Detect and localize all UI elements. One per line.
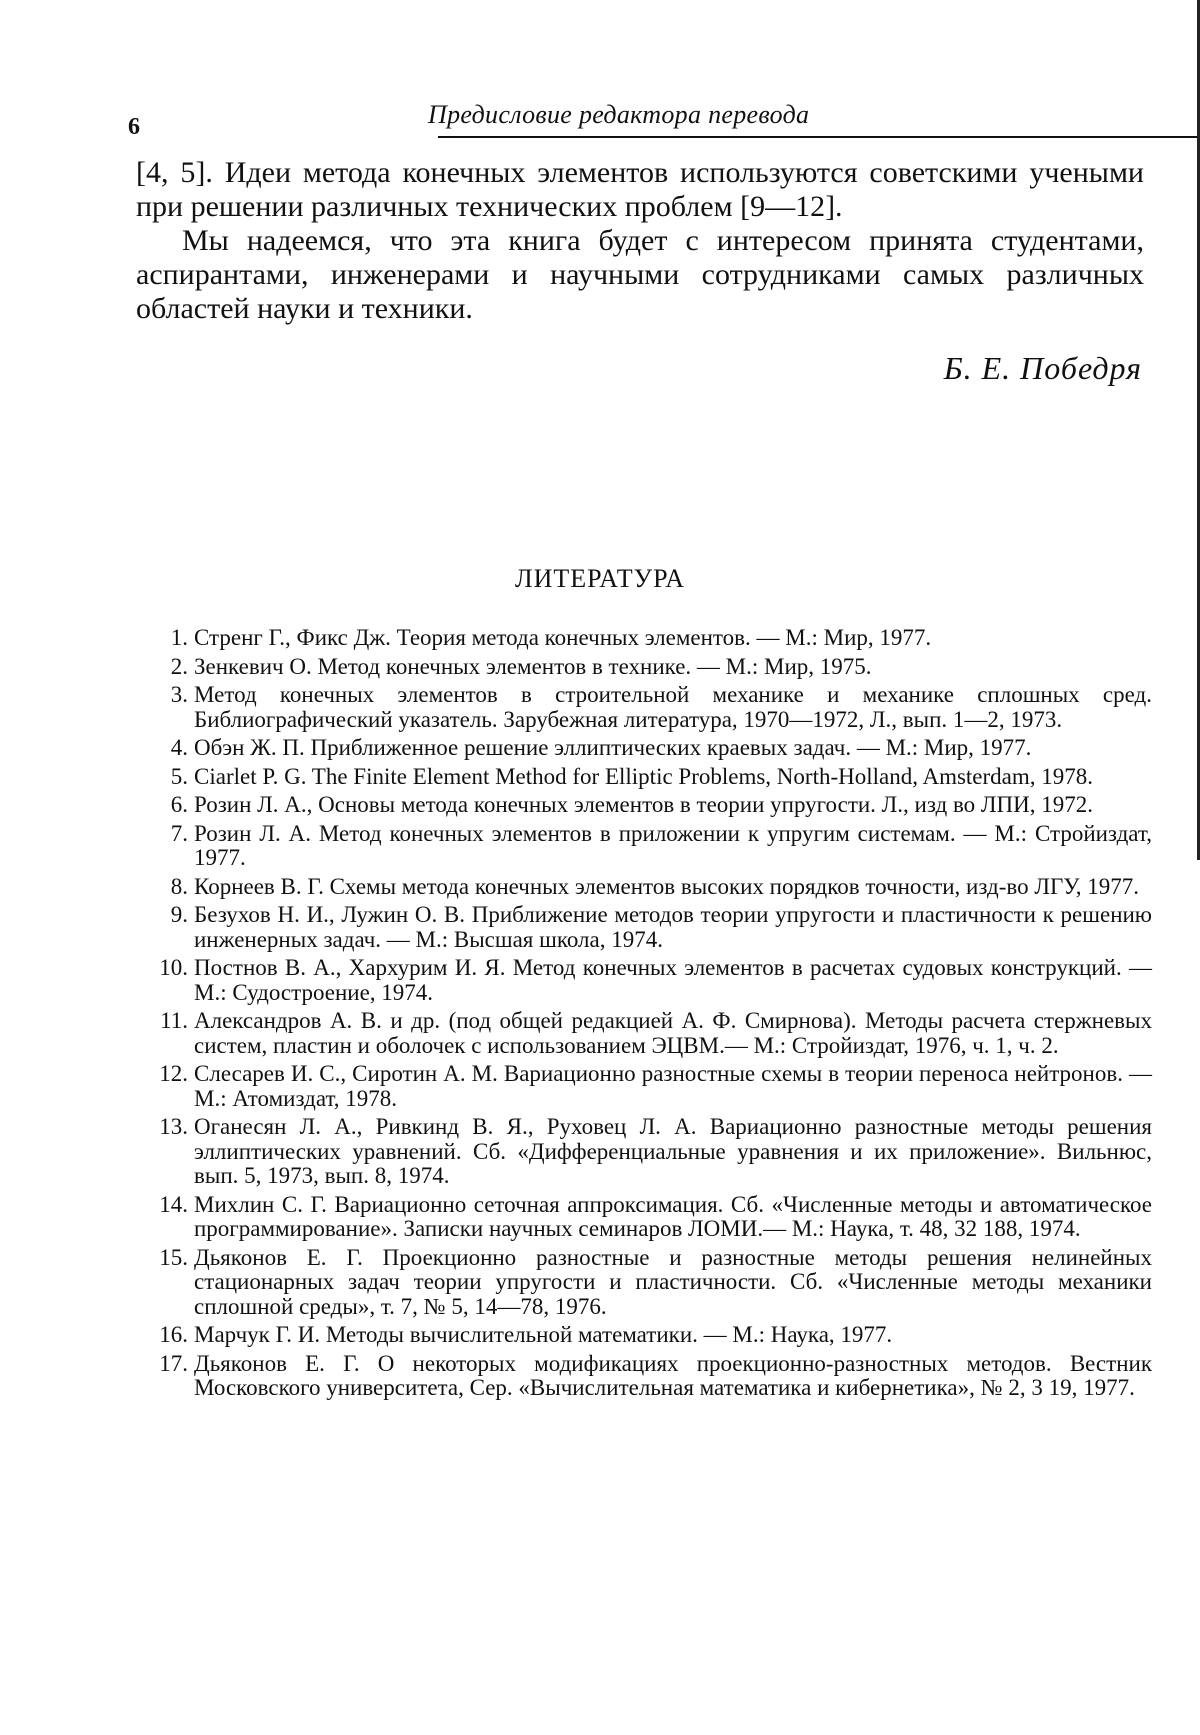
reference-text: Александров А. В. и др. (под общей редакцией А. Ф. Смирнова). Методы расчета стержневых систем, пластин и оболочек с использованием ЭЦВМ.— М.: Стройиздат, 1976, ч. 1, ч. 2.	[194, 1008, 1152, 1058]
reference-number: 17.	[159, 1350, 188, 1376]
reference-item	[152, 793, 1152, 818]
reference-text: Обэн Ж. П. Приближенное решение эллиптических краевых задач. — М.: Мир, 1977.	[194, 735, 1032, 760]
reference-item	[152, 736, 1152, 761]
reference-number: 16.	[159, 1322, 188, 1347]
reference-number: 14.	[159, 1191, 188, 1217]
reference-item	[152, 822, 1152, 871]
reference-text: Розин Л. А. Метод конечных элементов в приложении к упругим системам. — М.: Стройиздат, 1977.	[194, 820, 1152, 870]
reference-item	[152, 655, 1152, 680]
page-number: 6	[128, 114, 140, 140]
reference-text: Дьяконов Е. Г. О некоторых модификациях проекционно-разностных методов. Вестник Московского университета, Сер. «Вычислительная математика и кибернетика», № 2, 3 19, 1977.	[194, 1350, 1152, 1400]
running-head: Предисловие редактора перевода	[428, 100, 810, 129]
reference-text: Корнеев В. Г. Схемы метода конечных элементов высоких порядков точности, изд-во ЛГУ, 1977.	[194, 873, 1140, 899]
reference-number: 6.	[170, 792, 188, 817]
preface-text	[136, 156, 1144, 326]
reference-text: Оганесян Л. А., Ривкинд В. Я., Руховец Л. А. Вариационно разностные методы решения эллиптических уравнений. Сб. «Дифференциальные уравнения и их приложение». Вильнюс, вып. 5, 1973, вып. 8, 1974.	[194, 1114, 1152, 1188]
preface-paragraph-1: [4, 5]. Идеи метода конечных элементов используются советскими учеными при решении различных технических проблем [9—12].	[136, 156, 1144, 223]
reference-number: 4.	[170, 735, 188, 760]
reference-item	[152, 626, 1152, 651]
reference-item	[152, 1009, 1152, 1058]
reference-item	[152, 1246, 1152, 1320]
reference-item	[152, 903, 1152, 952]
reference-item	[152, 683, 1152, 732]
reference-number: 13.	[159, 1114, 188, 1139]
reference-item	[152, 1115, 1152, 1189]
reference-text: Слесарев И. С., Сиротин А. М. Вариационно разностные схемы в теории переноса нейтронов. — М.: Атомиздат, 1978.	[194, 1061, 1152, 1111]
reference-number: 5.	[170, 763, 188, 789]
reference-text: Безухов Н. И., Лужин О. В. Приближение методов теории упругости и пластичности к решению инженерных задач. — М.: Высшая школа, 1974.	[194, 902, 1152, 952]
reference-item	[152, 1193, 1152, 1242]
reference-number: 2.	[170, 653, 188, 679]
reference-list	[152, 626, 1152, 1405]
reference-item	[152, 1062, 1152, 1111]
reference-text: Ciarlet P. G. The Finite Element Method for Elliptic Problems, North-Holland, Amsterdam, 1978.	[194, 763, 1094, 789]
reference-item	[152, 956, 1152, 1005]
literature-title: ЛИТЕРАТУРА	[515, 564, 685, 593]
reference-number: 3.	[170, 682, 188, 707]
reference-text: Метод конечных элементов в строительной механике и механике сплошных сред. Библиографический указатель. Зарубежная литература, 1970—1972, Л., вып. 1—2, 1973.	[194, 682, 1152, 732]
reference-item	[152, 1323, 1152, 1348]
reference-text: Стренг Г., Фикс Дж. Теория метода конечных элементов. — М.: Мир, 1977.	[194, 625, 932, 650]
header-rule	[438, 136, 1200, 138]
reference-text: Постнов В. А., Хархурим И. Я. Метод конечных элементов в расчетах судовых конструкций. — М.: Судостроение, 1974.	[194, 955, 1152, 1005]
preface-paragraph-2: Мы надеемся, что эта книга будет с интересом принята студентами, аспирантами, инженерами и научными сотрудниками самых различных областей науки и техники.	[136, 224, 1144, 325]
reference-number: 8.	[170, 873, 188, 899]
reference-number: 9.	[170, 902, 188, 927]
reference-number: 15.	[159, 1244, 188, 1270]
reference-number: 1.	[170, 625, 188, 650]
reference-item	[152, 875, 1152, 900]
reference-text: Розин Л. А., Основы метода конечных элементов в теории упругости. Л., изд во ЛПИ, 1972.	[194, 792, 1093, 817]
page-header	[128, 96, 1140, 140]
reference-text: Дьяконов Е. Г. Проекционно разностные и разностные методы решения нелинейных стационарных задач теории упругости и пластичности. Сб. «Численные методы механики сплошной среды», т. 7, № 5, 14—78, 1976.	[194, 1244, 1152, 1319]
reference-text: Михлин С. Г. Вариационно сеточная аппроксимация. Сб. «Численные методы и автоматическое программирование». Записки научных семинаров ЛОМИ.— М.: Наука, т. 48, 32 188, 1974.	[194, 1191, 1152, 1241]
reference-number: 12.	[159, 1061, 188, 1086]
reference-number: 10.	[159, 955, 188, 980]
editor-signature: Б. Е. Победря	[943, 350, 1142, 386]
reference-item	[152, 765, 1152, 790]
reference-text: Зенкевич О. Метод конечных элементов в технике. — М.: Мир, 1975.	[194, 653, 872, 679]
reference-item	[152, 1352, 1152, 1401]
reference-text: Марчук Г. И. Методы вычислительной математики. — М.: Наука, 1977.	[194, 1322, 893, 1347]
reference-number: 7.	[170, 820, 188, 846]
reference-number: 11.	[160, 1008, 188, 1033]
